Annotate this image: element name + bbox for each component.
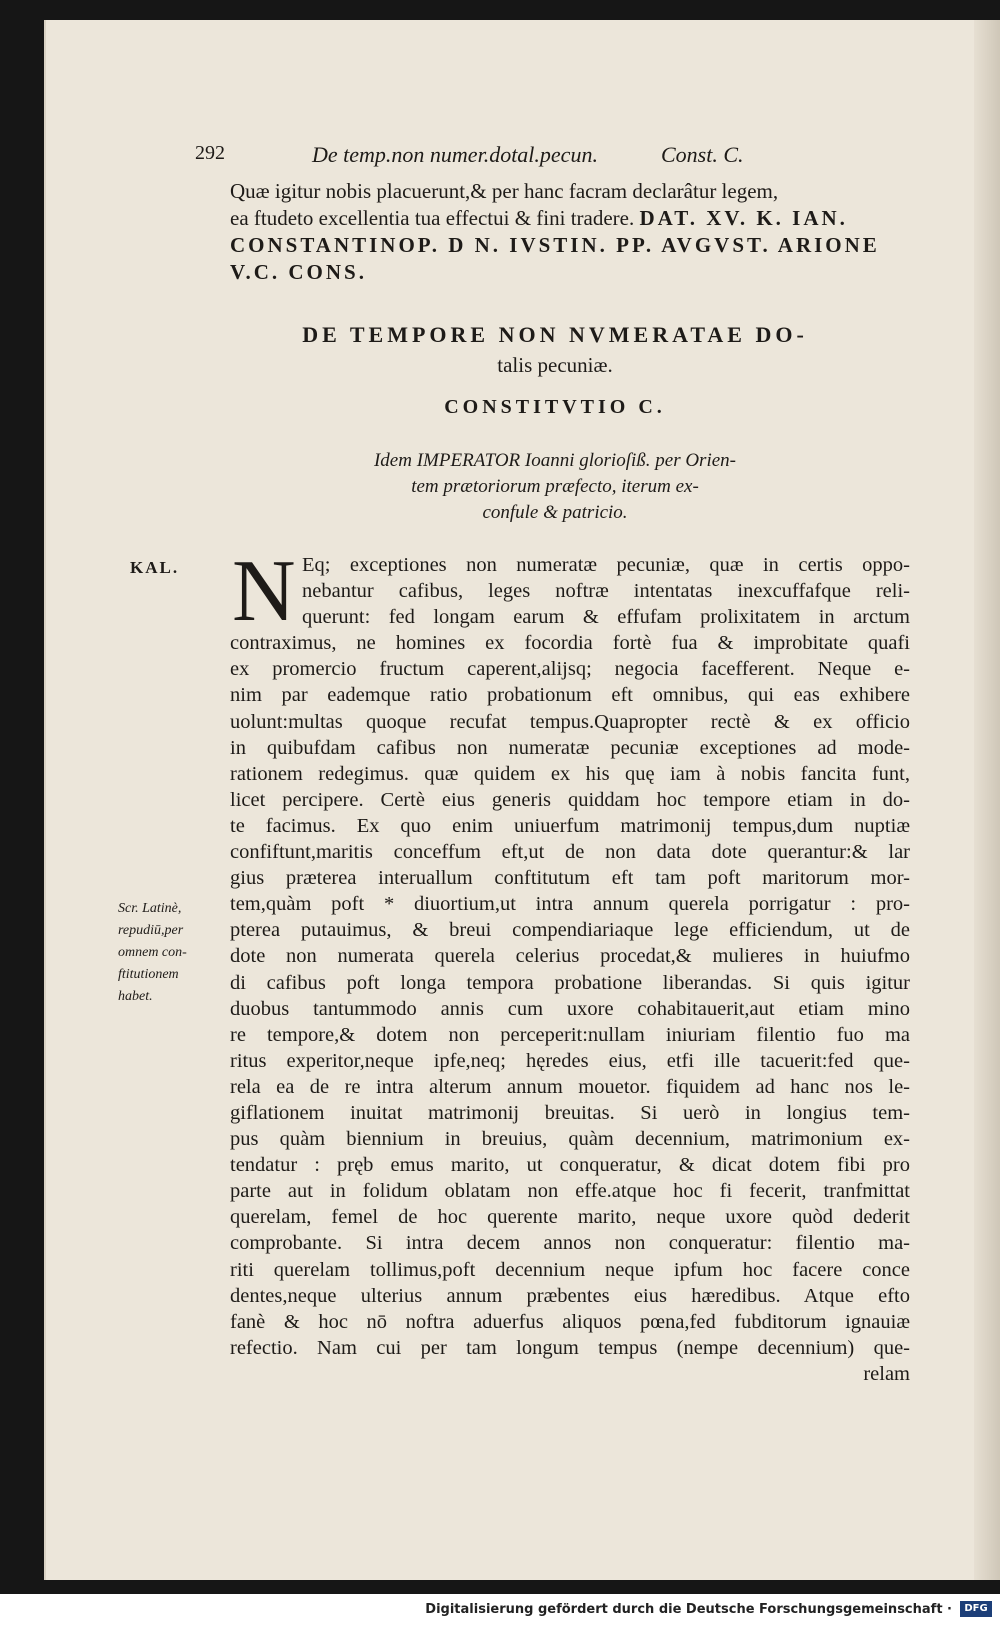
marginal-note-line: repudiū,per xyxy=(118,923,184,938)
body-text xyxy=(230,543,910,1387)
previous-line-1: Quæ igitur nobis placuerunt,& per hanc facram declarâtur legem, xyxy=(230,179,779,203)
section-heading-line-2: talis pecuniæ. xyxy=(497,353,613,377)
body-line: pus quàm biennium in breuius, quàm decennium, matrimonium ex- xyxy=(230,1128,910,1151)
body-line: nim par eademque ratio probationum eft omnibus, qui eas exhibere xyxy=(230,684,910,707)
body-line: rela ea de re intra alterum annum mouetor. fiquidem ad hanc nos le- xyxy=(230,1075,910,1098)
marginal-note-line: omnem con- xyxy=(118,945,187,960)
constitution-heading: CONSTITVTIO C. xyxy=(444,396,666,418)
body-line: Eq; exceptiones non numeratæ pecuniæ, quæ in certis oppo- xyxy=(302,554,910,576)
body-line: licet percipere. Certè eius generis quiddam hoc tempore etiam in do- xyxy=(230,788,910,811)
body-line: querelam, femel de hoc querente marito, neque uxore quòd dederit xyxy=(230,1206,910,1229)
date-caps-2: CONSTANTINOP. D N. IVSTIN. PP. AVGVST. ARIONE xyxy=(230,233,880,257)
date-caps-3: V.C. CONS. xyxy=(230,260,367,284)
body-line: te facimus. Ex quo enim uniuerfum matrimonij tempus,dum nuptiæ xyxy=(230,814,910,837)
dfg-logo: DFG xyxy=(960,1601,992,1617)
marginal-note xyxy=(118,898,222,1008)
body-line: duobus tantummodo annis cum uxore cohabitauerit,aut etiam mino xyxy=(230,997,910,1020)
drop-capital: N xyxy=(232,543,296,640)
body-line: parte aut in folidum oblatam non effe.atque hoc fi fecerit, tranfmittat xyxy=(230,1180,910,1203)
running-constitution: Const. C. xyxy=(661,142,744,167)
marginal-note-line: Scr. Latinè, xyxy=(118,901,182,916)
body-line: pterea putauimus, & breui compendiariaque lege efficiendum, ut de xyxy=(230,919,910,942)
body-line: relam xyxy=(863,1362,910,1385)
footer-bar xyxy=(0,1594,1000,1636)
inscription-line-1: Idem IMPERATOR Ioanni glorioſiß. per Orien- xyxy=(373,450,736,471)
body-line: di cafibus poft longa tempora probatione liberandas. Si quis igitur xyxy=(230,971,910,994)
body-line: dote non numerata querela celerius procedat,& mulieres in huiufmo xyxy=(230,945,910,968)
body-line: giflationem inuitat matrimonij breuitas. Si uerò in longius tem- xyxy=(230,1101,910,1124)
body-line: contraximus, ne homines ex focordia fortè fua & improbitate quafi xyxy=(230,632,910,655)
body-line: riti querelam tollimus,poft decennium neque ipfum hoc facere conce xyxy=(230,1258,910,1281)
section-heading-line-1: DE TEMPORE NON NVMERATAE DO- xyxy=(302,322,808,347)
body-line: in quibufdam cafibus non numeratæ pecuniæ exceptiones ad mode- xyxy=(230,736,910,759)
body-line: tem,quàm poft * diuortium,ut intra annum querela porrigatur : pro- xyxy=(230,893,910,916)
body-line: ritus experitor,neque ipfe,neq; hęredes eius, etfi ille tacuerit:fed que- xyxy=(230,1049,910,1072)
inscription xyxy=(300,448,810,526)
body-line: ex promercio fructum caperent,alijsq; negocia facefferent. Neque e- xyxy=(230,658,910,681)
inscription-line-2: tem prætoriorum præfecto, iterum ex- xyxy=(411,476,699,497)
body-line: rationem redegimus. quæ quidem ex his quę iam à nobis fancita funt, xyxy=(230,762,910,785)
marginal-note-line: habet. xyxy=(118,989,153,1004)
body-line: re tempore,& dotem non perceperit:nullam iniuriam filentio fuo ma xyxy=(230,1023,910,1046)
body-line: fanè & hoc nō noftra aduerfus aliquos pœna,fed fubditorum ignauiæ xyxy=(230,1310,910,1333)
section-heading xyxy=(250,320,860,380)
page-spine-shadow xyxy=(974,20,1000,1580)
body-line: tendatur : pręb emus marito, ut conqueratur, & dicat dotem fibi pro xyxy=(230,1154,910,1177)
body-line: confiftunt,maritis conceffum eft,ut de non data dote querantur:& lar xyxy=(230,841,910,864)
body-line: nebantur cafibus, leges noftræ intentatas inexcuffafque reli- xyxy=(302,580,910,603)
previous-line-2: ea ftudeto excellentia tua effectui & fini tradere. DAT. XV. K. IAN. xyxy=(230,206,848,230)
body-line: refectio. Nam cui per tam longum tempus (nempe decennium) que- xyxy=(230,1336,910,1359)
body-line: comprobante. Si intra decem annos non conqueratur: filentio ma- xyxy=(230,1232,910,1255)
marginal-kal: KAL. xyxy=(130,558,180,577)
body-line: gius præterea interuallum conftitutum eft tam poft maritorum mor- xyxy=(230,867,910,890)
marginal-note-line: ftitutionem xyxy=(118,967,179,982)
funding-notice: Digitalisierung gefördert durch die Deutsche Forschungsgemeinschaft · xyxy=(425,1602,952,1617)
body-line: uolunt:multas quoque recufat tempus.Quapropter rectè & ex officio xyxy=(230,710,910,733)
date-caps-1: DAT. XV. K. IAN. xyxy=(639,206,848,230)
body-line: dentes,neque ulterius annum præbentes eius hæredibus. Atque efto xyxy=(230,1284,910,1307)
previous-text xyxy=(230,178,890,286)
page-number: 292 xyxy=(195,142,225,164)
running-title: De temp.non numer.dotal.pecun. xyxy=(312,142,598,167)
inscription-line-3: confule & patricio. xyxy=(482,502,628,523)
body-line: querunt: fed longam earum & effufam prolixitatem in arctum xyxy=(302,606,910,629)
